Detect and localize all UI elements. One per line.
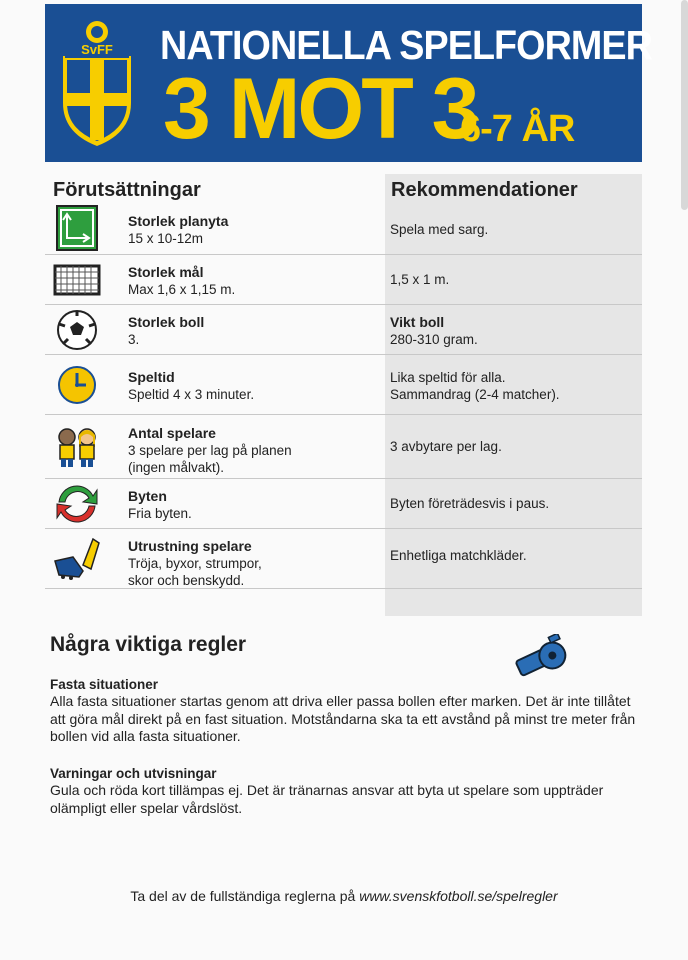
players-icon xyxy=(53,423,101,471)
equipment-icon xyxy=(53,535,101,583)
prerequisite-text xyxy=(128,314,204,348)
rules-link[interactable]: www.svenskfotboll.se/spelregler xyxy=(359,888,558,904)
prerequisite-value: 15 x 10-12m xyxy=(128,231,204,246)
recommendation-value: Spela med sarg. xyxy=(390,222,489,237)
table-row xyxy=(45,305,642,355)
prerequisite-value: Tröja, byxor, strumpor, skor och benskydd. xyxy=(128,556,262,588)
age-label: 6-7 ÅR xyxy=(460,108,575,150)
recommendation-text xyxy=(390,221,635,238)
header-banner xyxy=(45,4,652,162)
field-icon xyxy=(53,204,101,252)
recommendation-text xyxy=(390,438,635,455)
scrollbar[interactable] xyxy=(681,0,688,210)
row-divider xyxy=(45,588,642,589)
rule-section-text: Alla fasta situationer startas genom att driva eller passa bollen efter marken. Det är inte tillåtet att göra mål direkt på en fast situation. Motståndarna ska ta ett avstånd på minst tre meter från bollen vid alla fasta situationer. xyxy=(50,693,636,744)
table-row xyxy=(45,255,642,305)
prerequisite-text xyxy=(128,264,235,298)
prerequisite-value: Speltid 4 x 3 minuter. xyxy=(128,387,255,402)
table-row xyxy=(45,479,642,529)
recommendation-text xyxy=(390,369,635,403)
prerequisite-text xyxy=(128,369,254,403)
col-header-prerequisites: Förutsättningar xyxy=(53,179,201,201)
recommendation-title: Vikt boll xyxy=(390,314,445,330)
clock-icon xyxy=(53,361,101,409)
recommendation-value: Lika speltid för alla. Sammandrag (2-4 matcher). xyxy=(390,370,560,402)
prerequisite-title: Antal spelare xyxy=(128,425,216,441)
substitution-icon xyxy=(53,480,101,528)
rule-section-title: Varningar och utvisningar xyxy=(50,766,217,781)
crest-text: SvFF xyxy=(81,42,113,57)
table-row xyxy=(45,355,642,415)
prerequisite-title: Storlek planyta xyxy=(128,213,229,229)
prerequisite-value: 3 spelare per lag på planen (ingen målvakt). xyxy=(128,443,292,475)
recommendation-value: Enhetliga matchkläder. xyxy=(390,548,527,563)
table-row xyxy=(45,415,642,479)
recommendation-value: 1,5 x 1 m. xyxy=(390,272,450,287)
recommendation-text xyxy=(390,495,635,512)
prerequisite-text xyxy=(128,538,262,589)
recommendation-text xyxy=(390,314,635,348)
ball-icon xyxy=(53,306,101,354)
rule-section-title: Fasta situationer xyxy=(50,677,159,692)
format-title: 3 MOT 3 xyxy=(163,61,477,157)
prerequisite-title: Utrustning spelare xyxy=(128,538,252,554)
prerequisite-text xyxy=(128,425,292,476)
col-header-recommendations: Rekommendationer xyxy=(391,179,578,201)
table-row xyxy=(45,529,642,589)
spec-table xyxy=(45,174,642,616)
prerequisite-value: Max 1,6 x 1,15 m. xyxy=(128,282,236,297)
prerequisite-text xyxy=(128,213,228,247)
table-row xyxy=(45,201,642,255)
recommendation-value: Byten företrädesvis i paus. xyxy=(390,496,550,511)
rule-section-text: Gula och röda kort tillämpas ej. Det är tränarnas ansvar att byta ut spelare som uppträder olämpligt eller spelar vårdslöst. xyxy=(50,782,604,816)
recommendation-value: 3 avbytare per lag. xyxy=(390,439,502,454)
page-title: NATIONELLA SPELFORMER xyxy=(160,22,652,68)
svff-crest-icon xyxy=(57,18,137,148)
prerequisite-value: 3. xyxy=(128,332,140,347)
rules-heading: Några viktiga regler xyxy=(50,633,247,656)
prerequisite-title: Storlek mål xyxy=(128,264,204,280)
prerequisite-title: Storlek boll xyxy=(128,314,205,330)
goal-icon xyxy=(53,256,101,304)
prerequisite-text xyxy=(128,488,192,522)
footer-text: Ta del av de fullständiga reglerna på xyxy=(130,888,360,904)
recommendation-value: 280-310 gram. xyxy=(390,332,478,347)
prerequisite-title: Byten xyxy=(128,488,167,504)
prerequisite-value: Fria byten. xyxy=(128,506,192,521)
whistle-icon xyxy=(512,634,572,680)
recommendation-text xyxy=(390,271,635,288)
prerequisite-title: Speltid xyxy=(128,369,175,385)
footer xyxy=(0,888,688,904)
recommendation-text xyxy=(390,547,635,564)
